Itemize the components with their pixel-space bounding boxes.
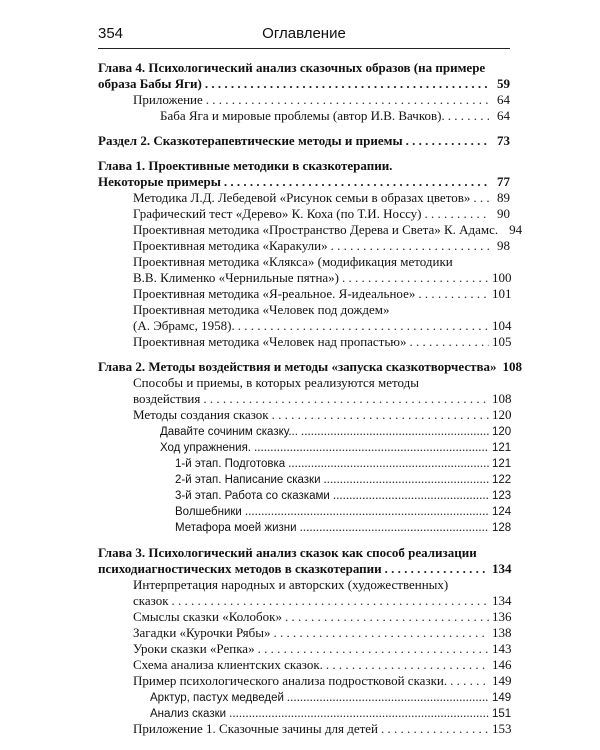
toc-entry [98,158,510,173]
toc-entry-page: 149 [492,692,512,704]
toc-entry [133,286,510,301]
toc-entry-page: 108 [492,391,512,406]
toc-entry [160,423,510,440]
toc-entry [160,108,510,123]
toc-entry [175,471,510,488]
toc-entry-page: 90 [497,206,510,221]
toc-dot-leader [333,487,489,502]
toc-entry-page: 89 [497,190,510,205]
toc-dot-leader [418,286,489,301]
toc-entry [98,60,510,75]
toc-entry-page: 94 [509,222,523,237]
toc-entry [98,545,510,560]
toc-entry-title: Приложение [133,92,203,107]
toc-entry-title: Методика Л.Д. Лебедевой «Рисунок семьи в образах цветов» [133,190,471,205]
toc-dot-leader [448,108,489,123]
toc-entry-title: Анализ сказки [150,708,227,720]
toc-entry [133,673,510,688]
toc-entry-page: 100 [492,270,512,285]
toc-entry [133,206,510,221]
toc-entry-title: Проективная методика «Человек над пропастью» [133,334,407,349]
toc-entry [133,302,510,317]
toc-entry [160,439,510,456]
toc-entry-title: Уроки сказки «Репка» [133,641,255,656]
toc-entry [133,375,510,390]
page-header [98,22,510,49]
toc-entry [175,487,510,504]
toc-entry [133,407,510,422]
toc-entry-title: Интерпретация народных и авторских (художественных) [133,577,449,592]
toc-entry-page: 123 [492,490,512,502]
toc-dot-leader [172,593,489,608]
toc-dot-leader [274,625,489,640]
toc-entry [133,593,510,608]
toc-entry [98,174,510,189]
toc-entry-page: 134 [492,593,512,608]
toc-entry-title: Глава 2. Методы воздействия и методы «запуска сказкотворчества» [98,359,497,374]
toc-entry-page: 108 [502,359,522,374]
toc-entry-title: Схема анализа клиентских сказок. [133,657,323,672]
toc-entry-page: 153 [492,721,512,736]
toc-entry [133,190,510,205]
toc-entry [133,657,510,672]
toc-entry-title: Методы создания сказок [133,407,269,422]
toc-entry [133,254,510,269]
toc-entry-page: 104 [492,318,512,333]
toc-dot-leader [258,641,489,656]
toc-entry [133,641,510,656]
toc-dot-leader [254,439,489,454]
toc-entry-title: В.В. Клименко «Чернильные пятна») [133,270,340,285]
toc-entry [133,238,510,253]
toc-entry-page: 120 [492,426,512,438]
toc-dot-leader [287,689,489,704]
toc-entry-title: воздействия [133,391,201,406]
toc-dot-leader [206,92,489,107]
toc-dot-leader [450,673,489,688]
toc-entry-title: сказок [133,593,169,608]
toc-entry-page: 98 [497,238,510,253]
toc-entry [98,76,510,91]
toc-entry-page: 120 [492,407,512,422]
toc-entry-title: Волшебники [175,506,242,518]
toc-entry-page: 138 [492,625,512,640]
toc-entry-title: Глава 3. Психологический анализ сказок как способ реализации [98,545,477,560]
toc-entry-page: 128 [492,522,512,534]
toc-dot-leader [301,423,489,438]
toc-entry-page: 149 [492,673,512,688]
toc-entry-title: 3-й этап. Работа со сказками [175,490,330,502]
toc-dot-leader [331,238,489,253]
toc-dot-leader [300,519,489,534]
toc-entry [150,689,510,706]
toc-entry-page: 59 [497,76,510,91]
toc-entry-title: Проективная методика «Каракули» [133,238,328,253]
toc-entry-title: Способы и приемы, в которых реализуются методы [133,375,420,390]
toc-entry-title: психодиагностических методов в сказкотерапии [98,561,382,576]
toc-dot-leader [473,190,489,205]
toc-dot-leader [381,721,489,736]
toc-entry-title: Метафора моей жизни [175,522,297,534]
toc-entry-title: Загадки «Курочки Рябы» [133,625,271,640]
toc-entry [175,519,510,536]
toc-entry [175,503,510,520]
toc-entry [150,705,510,722]
toc-entry-title: Проективная методика «Пространство Дерева и Света» К. Адамс. [133,222,499,237]
toc-entry [98,561,510,576]
toc-entry-title: Пример психологического анализа подростковой сказки. [133,673,448,688]
toc-entry [133,609,510,624]
toc-entry-title: Баба Яга и мировые проблемы (автор И.В. Вачков). [160,108,445,123]
toc-entry-page: 122 [492,474,512,486]
toc-entry-title: 2-й этап. Написание сказки [175,474,321,486]
toc-entry-page: 64 [497,108,510,123]
toc-entry-page: 151 [492,708,512,720]
toc-entry-title: Смыслы сказки «Колобок» [133,609,282,624]
toc-dot-leader [326,657,489,672]
toc-entry [133,577,510,592]
toc-dot-leader [205,76,489,91]
toc-dot-leader [342,270,489,285]
toc-entry-page: 77 [497,174,510,189]
toc-dot-leader [288,455,489,470]
toc-entry-page: 134 [492,561,512,576]
toc-dot-leader [425,206,489,221]
toc-entry-title: Проективная методика «Человек под дождем» [133,302,390,317]
toc-dot-leader [203,391,489,406]
toc-entry-title: Ход упражнения. [160,442,251,454]
toc-dot-leader [285,609,489,624]
toc-entry [133,222,523,237]
toc-entry [133,391,510,406]
toc-entry-page: 121 [492,458,512,470]
toc-entry [133,270,510,285]
toc-entry-page: 73 [497,133,510,148]
toc-dot-leader [229,705,489,720]
toc-entry-title: Приложение 1. Сказочные зачины для детей [133,721,379,736]
toc-dot-leader [224,174,489,189]
toc-entry-title: Проективная методика «Клякса» (модификация методики [133,254,453,269]
toc-entry [133,625,510,640]
toc-dot-leader [272,407,489,422]
toc-entry-title: Графический тест «Дерево» К. Коха (по Т.И. Носсу) [133,206,422,221]
toc-entry [98,133,510,148]
toc-entry-title: Давайте сочиним сказку... [160,426,298,438]
toc-entry [175,455,510,472]
toc-entry-page: 124 [492,506,512,518]
toc-entry [133,318,510,333]
toc-entry-title: (А. Эбрамс, 1958). [133,318,235,333]
page-number: 354 [98,25,124,42]
toc-entry-title: Глава 1. Проективные методики в сказкотерапии. [98,158,393,173]
running-title: Оглавление [262,25,346,42]
toc-entry-page: 101 [492,286,512,301]
toc-entry [133,721,510,736]
toc-entry-title: Некоторые примеры [98,174,221,189]
toc-entry-title: Арктур, пастух медведей [150,692,284,704]
toc-entry-page: 136 [492,609,512,624]
toc-entry-page: 121 [492,442,512,454]
toc-entry-title: образа Бабы Яги) [98,76,202,91]
toc-entry [133,334,510,349]
toc-entry-title: Раздел 2. Сказкотерапевтические методы и приемы [98,133,403,148]
toc-dot-leader [245,503,489,518]
toc-dot-leader [385,561,489,576]
toc-entry-title: 1-й этап. Подготовка [175,458,286,470]
toc-entry [98,359,522,374]
toc-entry-title: Проективная методика «Я-реальное. Я-идеальное» [133,286,416,301]
toc-entry-page: 143 [492,641,512,656]
toc-entry-title: Глава 4. Психологический анализ сказочных образов (на примере [98,60,486,75]
toc-dot-leader [324,471,489,486]
toc-dot-leader [406,133,489,148]
toc-dot-leader [238,318,489,333]
toc-entry-page: 105 [492,334,512,349]
toc-dot-leader [410,334,489,349]
toc-entry [133,92,510,107]
toc-entry-page: 146 [492,657,512,672]
toc-entry-page: 64 [497,92,510,107]
